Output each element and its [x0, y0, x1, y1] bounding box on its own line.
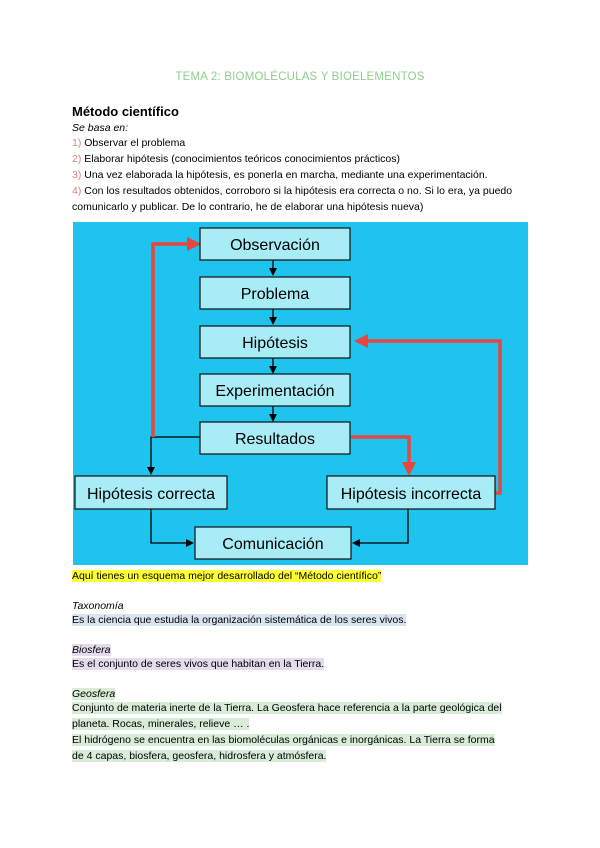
box-label: Resultados	[234, 431, 316, 448]
box-comunicacion	[195, 527, 351, 559]
box-label: Hipótesis incorrecta	[340, 486, 482, 503]
box-label: Experimentación	[215, 383, 335, 400]
section-title-text: Biosfera	[72, 644, 111, 656]
step-number: 1)	[72, 137, 82, 149]
box-hipotesis-correcta	[75, 476, 227, 509]
box-label: Comunicación	[222, 536, 324, 553]
section-body-biosfera	[72, 656, 542, 672]
page-title: TEMA 2: BIOMOLÉCULAS Y BIOELEMENTOS	[175, 71, 425, 83]
step-number: 4)	[72, 185, 82, 197]
section-title-text: Geosfera	[72, 688, 116, 700]
box-label: Hipótesis	[242, 335, 308, 352]
box-label: Problema	[240, 286, 310, 303]
box-observacion	[200, 228, 350, 260]
box-label: Observación	[230, 237, 320, 254]
step-text: Una vez elaborada la hipótesis, es ponerla en marcha, mediante una experimentación.	[81, 169, 488, 181]
method-steps	[72, 135, 542, 215]
section-line: El hidrógeno se encuentra en las biomoléculas orgánicas e inorgánicas. La Tierra se forma	[72, 734, 495, 746]
step-3	[72, 167, 542, 183]
diagram-note	[72, 570, 381, 582]
step-text: Elaborar hipótesis (conocimientos teóricos conocimientos prácticos)	[81, 153, 400, 165]
section-title-biosfera	[72, 644, 111, 656]
step-1	[72, 135, 542, 151]
box-problema	[200, 277, 350, 309]
box-resultados	[200, 422, 350, 454]
section-line: de 4 capas, biosfera, geosfera, hidrosfera y atmósfera.	[72, 750, 327, 762]
scientific-method-diagram	[73, 222, 528, 565]
step-2	[72, 151, 542, 167]
section-body-geosfera	[72, 700, 542, 764]
section-line: planeta. Rocas, minerales, relieve … .	[72, 718, 250, 730]
box-label: Hipótesis correcta	[86, 486, 216, 503]
section-title-geosfera	[72, 688, 115, 700]
section-body-taxonomia	[72, 612, 542, 628]
section-title-taxonomia: Taxonomía	[72, 600, 124, 612]
section-line: Conjunto de materia inerte de la Tierra. La Geosfera hace referencia a la parte geológica del	[72, 702, 502, 714]
step-text: Observar el problema	[81, 137, 186, 149]
step-number: 3)	[72, 169, 82, 181]
section-line: Es el conjunto de seres vivos que habitan en la Tierra.	[72, 658, 325, 670]
step-4	[72, 183, 542, 215]
box-experimentacion	[200, 374, 350, 406]
section-line: Es la ciencia que estudia la organización sistemática de los seres vivos.	[72, 614, 407, 626]
box-hipotesis	[200, 326, 350, 358]
step-text: Con los resultados obtenidos, corroboro si la hipótesis era correcta o no. Si lo era, ya puedo comunicarlo y publicar. De lo contrario, he de elaborar una hipótesis nueva)	[72, 185, 513, 213]
method-intro: Se basa en:	[72, 122, 129, 134]
note-text: Aquí tienes un esquema mejor desarrollado del “Método científico”	[72, 570, 382, 582]
method-heading: Método científico	[72, 104, 179, 119]
step-number: 2)	[72, 153, 82, 165]
box-hipotesis-incorrecta	[327, 476, 495, 509]
